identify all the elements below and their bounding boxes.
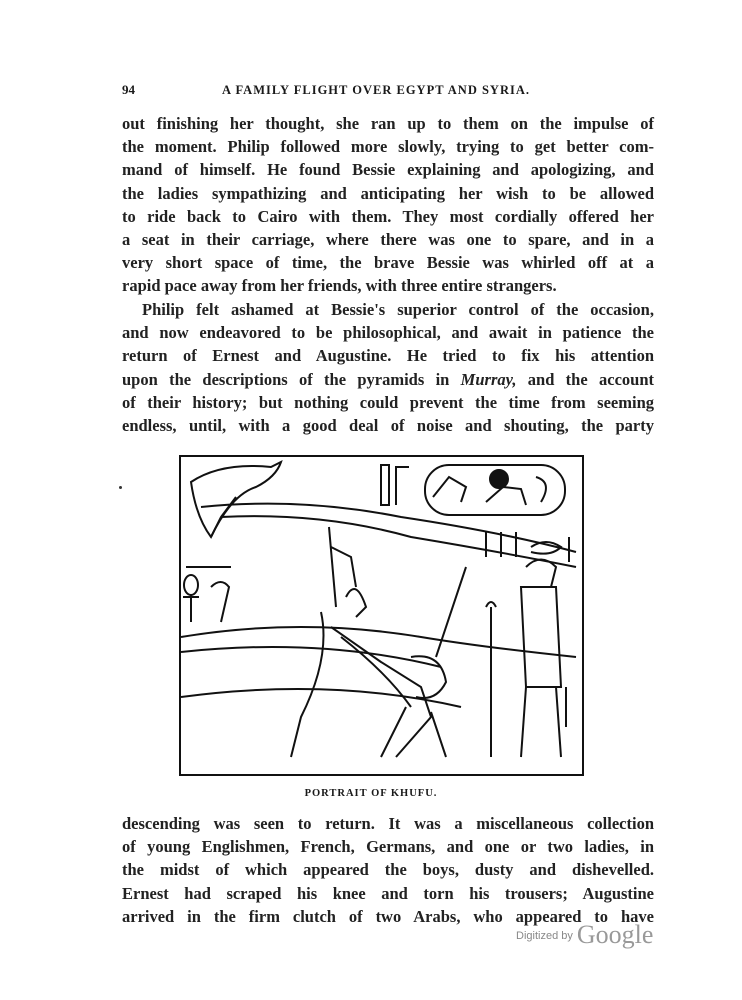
text-line: a seat in their carriage, where there was one to spare, and in a: [122, 230, 654, 250]
text-segment: and the account: [516, 369, 654, 389]
running-head: A FAMILY FLIGHT OVER EGYPT AND SYRIA.: [222, 83, 530, 97]
text-line: rapid pace away from her friends, with three entire strangers.: [122, 276, 557, 296]
digitized-watermark: [516, 920, 653, 950]
text-line: Philip felt ashamed at Bessie's superior control of the occasion,: [142, 300, 654, 319]
text-line: Ernest had scraped his knee and torn his trousers; Augustine: [122, 883, 654, 903]
text-line: the midst of which appeared the boys, dusty and dishevelled.: [122, 860, 654, 880]
paragraph-1: [122, 112, 654, 298]
watermark-prefix: Digitized by: [516, 930, 573, 942]
figure-caption: PORTRAIT OF KHUFU.: [304, 788, 438, 799]
watermark-brand: Google: [576, 920, 654, 949]
page-number: 94: [122, 82, 135, 97]
text-line: to ride back to Cairo with them. They most cordially offered her: [122, 206, 654, 226]
text-line-with-italic: [122, 368, 654, 391]
text-line: and now endeavored to be philosophical, and await in patience the: [122, 323, 654, 343]
italic-title: Murray,: [460, 369, 517, 389]
text-line: descending was seen to return. It was a miscellaneous collection: [122, 814, 654, 833]
text-line: very short space of time, the brave Bessie was whirled off at a: [122, 253, 654, 273]
text-segment: upon the descriptions of the pyramids in: [122, 369, 461, 389]
text-line: the moment. Philip followed more slowly, trying to get better com-: [122, 137, 654, 157]
text-line: mand of himself. He found Bessie explaining and apologizing, and: [122, 160, 654, 180]
text-line: the ladies sympathizing and anticipating her wish to be allowed: [122, 183, 654, 203]
ink-speck: [119, 486, 122, 489]
text-line: out finishing her thought, she ran up to them on the impulse of: [122, 114, 654, 133]
text-line: of young Englishmen, French, Germans, and one or two ladies, in: [122, 837, 654, 857]
text-line: endless, until, with a good deal of noise and shouting, the party: [122, 416, 654, 436]
page-header: [122, 82, 654, 102]
text-line: arrived in the firm clutch of two Arabs, who appeared to have: [122, 906, 654, 926]
text-line: of their history; but nothing could prevent the time from seeming: [122, 392, 654, 412]
khufu-illustration: [179, 455, 584, 776]
text-line: return of Ernest and Augustine. He tried to fix his attention: [122, 346, 654, 366]
paragraph-2: [122, 298, 654, 437]
paragraph-3: [122, 812, 654, 928]
relief-drawing: [181, 457, 582, 774]
